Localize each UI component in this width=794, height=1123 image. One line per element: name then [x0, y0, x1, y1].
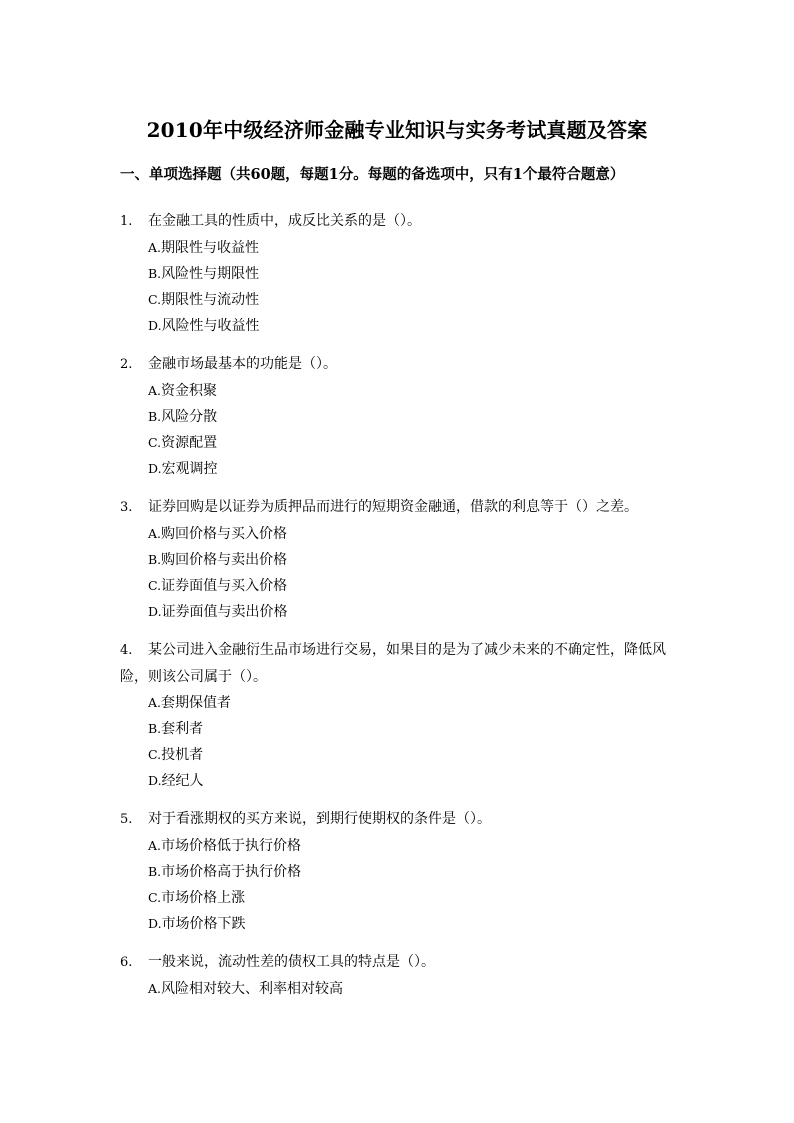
option-text: 投机者: [161, 747, 204, 763]
question-2: [120, 351, 680, 482]
option-b: [148, 547, 680, 573]
question-text: 在金融工具的性质中，成反比关系的是（）。: [148, 213, 421, 229]
question-5: [120, 806, 680, 937]
option-text: 风险相对较大、利率相对较高: [161, 981, 344, 997]
option-letter: A.: [148, 838, 162, 853]
question-stem: [120, 494, 680, 521]
option-list: [120, 235, 680, 339]
option-letter: A.: [148, 695, 162, 710]
option-list: [120, 976, 680, 1002]
question-stem: [120, 949, 680, 976]
option-text: 市场价格上涨: [161, 890, 246, 906]
option-letter: D.: [148, 773, 162, 788]
question-stem: [120, 637, 680, 690]
option-c: [148, 742, 680, 768]
option-letter: B.: [148, 721, 162, 736]
section-heading: 一、单项选择题（共60题，每题1分。每题的备选项中，只有1个最符合题意）: [120, 166, 625, 183]
option-text: 市场价格高于执行价格: [161, 864, 302, 880]
option-text: 经纪人: [161, 773, 204, 789]
question-text: 对于看涨期权的买方来说，到期行使期权的条件是（）。: [148, 811, 491, 827]
option-d: [148, 768, 680, 794]
question-stem: [120, 351, 680, 378]
option-c: [148, 287, 680, 313]
option-a: [148, 833, 680, 859]
question-text: 一般来说，流动性差的债权工具的特点是（）。: [148, 954, 435, 970]
question-text: 金融市场最基本的功能是（）。: [148, 356, 337, 372]
option-d: [148, 456, 680, 482]
option-text: 宏观调控: [161, 461, 218, 477]
option-letter: B.: [148, 864, 162, 879]
option-letter: D.: [148, 604, 162, 619]
option-text: 证券面值与买入价格: [161, 578, 288, 594]
option-letter: C.: [148, 578, 162, 593]
option-text: 证券面值与卖出价格: [161, 604, 288, 620]
option-list: [120, 378, 680, 482]
question-stem: [120, 208, 680, 235]
option-d: [148, 911, 680, 937]
question-text: 某公司进入金融衍生品市场进行交易，如果目的是为了减少未来的不确定性，降低风险，则该公司属于（）。: [120, 642, 666, 685]
option-letter: B.: [148, 552, 162, 567]
question-text: 证券回购是以证券为质押品而进行的短期资金融通，借款的利息等于（）之差。: [148, 499, 638, 515]
option-text: 期限性与收益性: [161, 240, 260, 256]
question-4: [120, 637, 680, 794]
question-3: [120, 494, 680, 625]
option-letter: A.: [148, 383, 162, 398]
option-list: [120, 690, 680, 794]
option-a: [148, 235, 680, 261]
option-text: 风险性与期限性: [161, 266, 260, 282]
option-c: [148, 430, 680, 456]
option-text: 购回价格与买入价格: [161, 526, 288, 542]
option-letter: A.: [148, 526, 162, 541]
option-letter: D.: [148, 916, 162, 931]
option-b: [148, 716, 680, 742]
option-text: 购回价格与卖出价格: [161, 552, 288, 568]
option-list: [120, 833, 680, 937]
option-a: [148, 378, 680, 404]
option-list: [120, 521, 680, 625]
question-6: [120, 949, 680, 1002]
option-c: [148, 573, 680, 599]
option-b: [148, 404, 680, 430]
option-letter: D.: [148, 318, 162, 333]
option-b: [148, 261, 680, 287]
question-number: 2.: [120, 357, 133, 372]
option-text: 风险分散: [161, 409, 218, 425]
option-a: [148, 521, 680, 547]
option-text: 资金积聚: [161, 383, 218, 399]
option-text: 套利者: [161, 721, 204, 737]
option-letter: A.: [148, 240, 162, 255]
question-number: 5.: [120, 812, 133, 827]
option-a: [148, 976, 680, 1002]
option-letter: B.: [148, 266, 162, 281]
option-c: [148, 885, 680, 911]
question-1: [120, 208, 680, 339]
option-d: [148, 313, 680, 339]
option-letter: C.: [148, 890, 162, 905]
option-text: 市场价格下跌: [161, 916, 246, 932]
option-text: 市场价格低于执行价格: [161, 838, 302, 854]
option-text: 期限性与流动性: [161, 292, 260, 308]
question-number: 1.: [120, 214, 133, 229]
option-a: [148, 690, 680, 716]
option-letter: C.: [148, 435, 162, 450]
question-list: [120, 208, 680, 1014]
option-letter: B.: [148, 409, 162, 424]
option-text: 套期保值者: [161, 695, 232, 711]
question-number: 6.: [120, 955, 133, 970]
option-letter: A.: [148, 981, 162, 996]
option-letter: C.: [148, 292, 162, 307]
option-text: 资源配置: [161, 435, 218, 451]
question-number: 4.: [120, 643, 133, 658]
document-title: 2010年中级经济师金融专业知识与实务考试真题及答案: [146, 118, 648, 142]
option-text: 风险性与收益性: [161, 318, 260, 334]
option-b: [148, 859, 680, 885]
question-stem: [120, 806, 680, 833]
option-letter: D.: [148, 461, 162, 476]
option-letter: C.: [148, 747, 162, 762]
question-number: 3.: [120, 500, 133, 515]
option-d: [148, 599, 680, 625]
